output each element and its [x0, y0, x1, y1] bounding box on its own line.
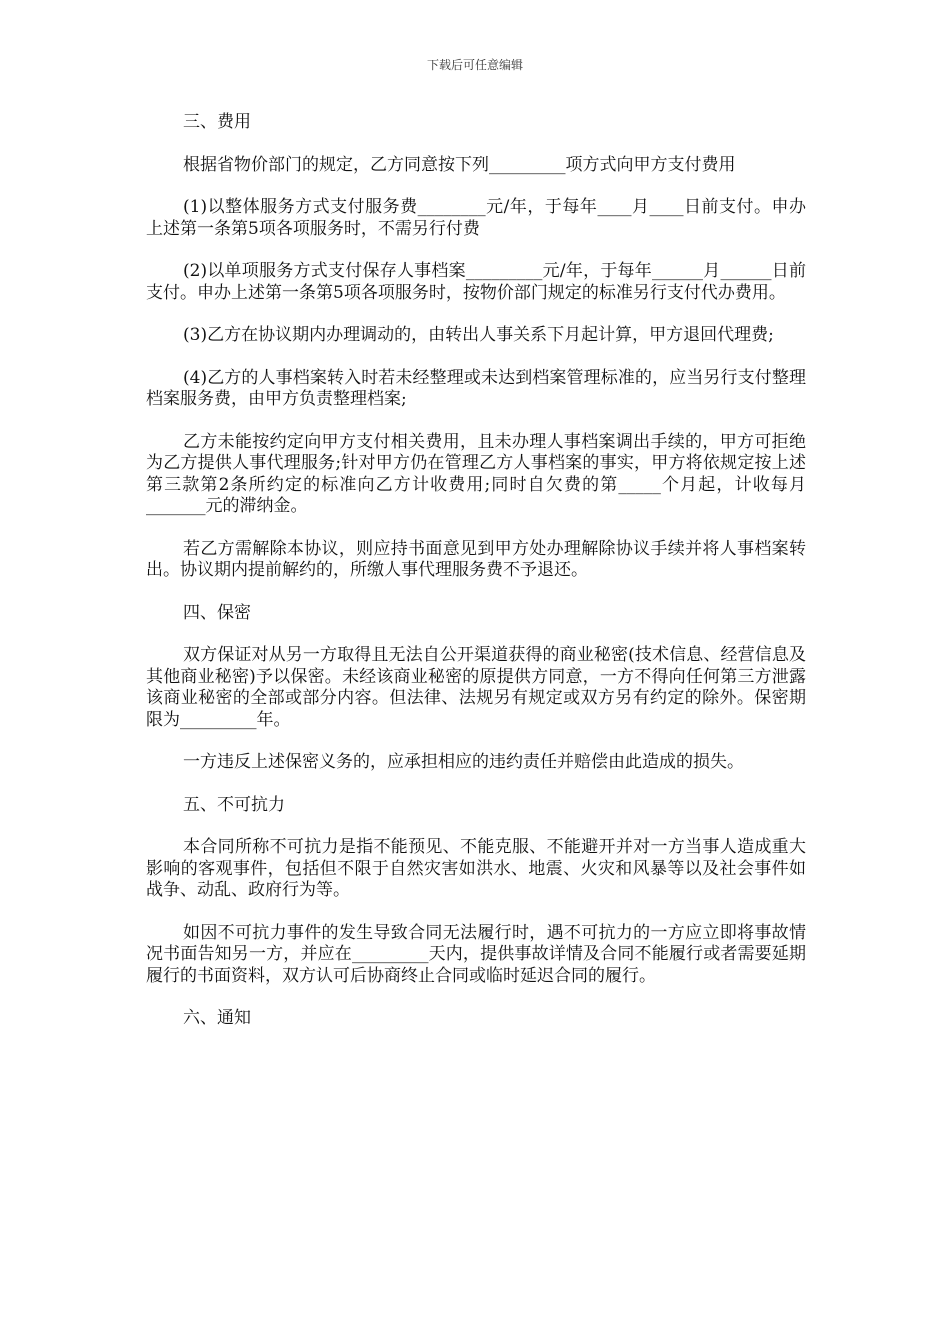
paragraph: 如因不可抗力事件的发生导致合同无法履行时，遇不可抗力的一方应立即将事故情况书面告知另一方，并应在_________天内，提供事故详情及合同不能履行或者需要延期履行的书面资料，双方认可后协商终止合同或临时延迟合同的履行。 [146, 922, 806, 986]
section-heading-fees: 三、费用 [183, 112, 251, 132]
paragraph: (3)乙方在协议期内办理调动的，由转出人事关系下月起计算，甲方退回代理费; [183, 325, 774, 345]
paragraph: 一方违反上述保密义务的，应承担相应的违约责任并赔偿由此造成的损失。 [183, 752, 744, 772]
paragraph: (4)乙方的人事档案转入时若未经整理或未达到档案管理标准的，应当另行支付整理档案服务费，由甲方负责整理档案; [146, 367, 806, 409]
section-heading-confidentiality: 四、保密 [183, 602, 251, 623]
paragraph: (1)以整体服务方式支付服务费________元/年，于每年____月____日前支付。申办上述第一条第5项各项服务时，不需另行付费 [146, 197, 806, 239]
paragraph: 本合同所称不可抗力是指不能预见、不能克服、不能避开并对一方当事人造成重大影响的客观事件，包括但不限于自然灾害如洪水、地震、火灾和风暴等以及社会事件如战争、动乱、政府行为等。 [146, 837, 806, 900]
section-heading-notice: 六、通知 [183, 1008, 251, 1028]
paragraph: 乙方未能按约定向甲方支付相关费用，且未办理人事档案调出手续的，甲方可拒绝为乙方提供人事代理服务;针对甲方仍在管理乙方人事档案的事实，甲方将依规定按上述第三款第2条所约定的标准向乙方计收费用;同时自欠费的第_____个月起，计收每月_______元的滞纳金。 [146, 431, 806, 516]
paragraph: 根据省物价部门的规定，乙方同意按下列_________项方式向甲方支付费用 [183, 154, 736, 175]
paragraph: (2)以单项服务方式支付保存人事档案_________元/年，于每年______月______日前支付。申办上述第一条第5项各项服务时，按物价部门规定的标准另行支付代办费用。 [146, 261, 806, 303]
paragraph: 若乙方需解除本协议，则应持书面意见到甲方处办理解除协议手续并将人事档案转出。协议期内提前解约的，所缴人事代理服务费不予退还。 [146, 538, 806, 580]
page-header: 下载后可任意编辑 [426, 58, 523, 72]
section-heading-force-majeure: 五、不可抗力 [183, 794, 285, 815]
document-body [146, 112, 806, 1030]
paragraph: 双方保证对从另一方取得且无法自公开渠道获得的商业秘密(技术信息、经营信息及其他商业秘密)予以保密。未经该商业秘密的原提供方同意，一方不得向任何第三方泄露该商业秘密的全部或部分内容。但法律、法规另有规定或双方另有约定的除外。保密期限为_________年。 [146, 645, 806, 730]
